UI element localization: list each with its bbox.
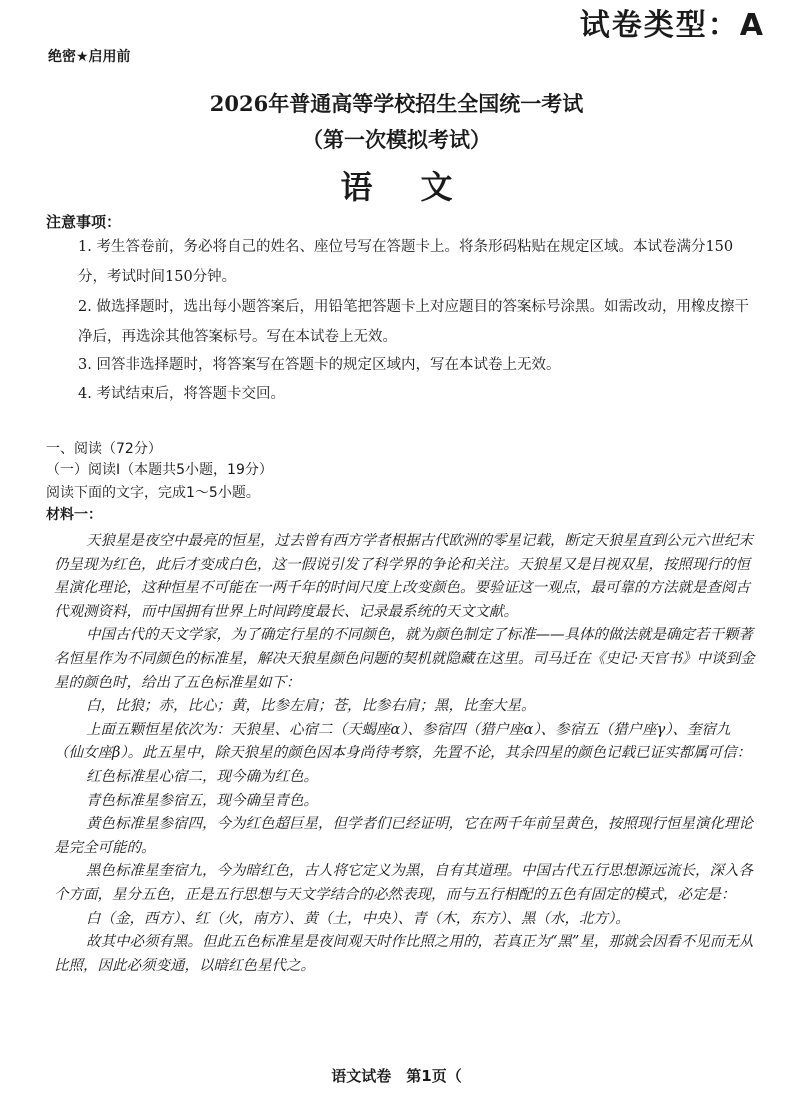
notice-item	[46, 350, 756, 380]
passage-paragraph: 白（金，西方）、红（火，南方）、黄（土，中央）、青（木，东方）、黑（水，北方）。	[86, 910, 630, 927]
notice-item-text: 3. 回答非选择题时，将答案写在答题卡的规定区域内，写在本试卷上无效。	[78, 357, 561, 373]
passage-paragraph: 青色标准星参宿五，现今确呈青色。	[86, 792, 318, 809]
notice-heading: 注意事项：	[46, 213, 122, 231]
passage-paragraph: 故其中必须有黑。但此五色标准星是夜间观天时作比照之用的，若真正为“黑”星，那就会因看不见而无从比照，因此必须变通，以暗红色星代之。	[54, 934, 754, 974]
passage-paragraph: 黑色标准星奎宿九，今为暗红色，古人将它定义为黑，自有其道理。中国古代五行思想源远流长，深入各个方面，星分五色，正是五行思想与天文学结合的必然表现，而与五行相配的五色有固定的模式，必定是：	[54, 863, 753, 903]
notice-item	[46, 292, 756, 352]
exam-title: 2026年普通高等学校招生全国统一考试	[209, 91, 584, 116]
exam-type-label: 试卷类型：A	[579, 8, 765, 43]
subject-title: 语文	[340, 168, 501, 206]
page-footer: 语文试卷 第1页（	[331, 1067, 462, 1085]
notice-item-text: 2. 做选择题时，选出每小题答案后，用铅笔把答题卡上对应题目的答案标号涂黑。如需改动，用橡皮擦干净后，再选涂其他答案标号。写在本试卷上无效。	[78, 299, 749, 345]
passage-paragraph: 白，比狼；赤，比心；黄，比参左肩；苍，比参右肩；黑，比奎大星。	[86, 698, 536, 715]
passage-paragraph: 中国古代的天文学家，为了确定行星的不同颜色，就为颜色制定了标准——具体的做法就是确定若干颗著名恒星作为不同颜色的标准星，解决天狼星颜色问题的契机就隐藏在这里。司马迁在《史记·天官书》中谈到金星的颜色时，给出了五色标准星如下：	[54, 627, 755, 691]
passage-paragraph: 天狼星是夜空中最亮的恒星，过去曾有西方学者根据古代欧洲的零星记载，断定天狼星直到公元六世纪末仍呈现为红色，此后才变成白色，这一假说引发了科学界的争论和关注。天狼星又是目视双星，按照现行的恒星演化理论，这种恒星不可能在一两千年的时间尺度上改变颜色。要验证这一观点，最可靠的方法就是查阅古代观测资料，而中国拥有世界上时间跨度最长、记录最系统的天文文献。	[54, 533, 753, 620]
section-subheading: （一）阅读Ⅰ（本题共5小题，19分）	[46, 462, 273, 478]
notice-item	[46, 379, 756, 409]
notice-item-text: 4. 考试结束后，将答题卡交回。	[78, 386, 285, 402]
notice-item-text: 1. 考生答卷前，务必将自己的姓名、座位号写在答题卡上。将条形码粘贴在规定区域。本试卷满分150分，考试时间150分钟。	[78, 239, 734, 285]
reading-passage	[54, 530, 759, 978]
passage-paragraph: 上面五颗恒星依次为：天狼星、心宿二（天蝎座α）、参宿四（猎户座α）、参宿五（猎户座γ）、奎宿九（仙女座β）。此五星中，除天狼星的颜色因本身尚待考察，先置不论，其余四星的颜色记载已证实都属可信：	[54, 721, 752, 762]
notice-item	[46, 232, 756, 292]
section-heading: 一、阅读（72分）	[46, 441, 162, 457]
exam-subtitle: （第一次模拟考试）	[302, 127, 491, 152]
confidential-mark: 绝密★启用前	[48, 49, 131, 65]
passage-paragraph: 黄色标准星参宿四，今为红色超巨星，但学者们已经证明，它在两千年前呈黄色，按照现行恒星演化理论是完全可能的。	[54, 816, 753, 856]
section-instruction: 阅读下面的文字，完成1～5小题。	[46, 485, 260, 501]
material-label: 材料一：	[46, 507, 102, 523]
passage-paragraph: 红色标准星心宿二，现今确为红色。	[86, 768, 318, 785]
